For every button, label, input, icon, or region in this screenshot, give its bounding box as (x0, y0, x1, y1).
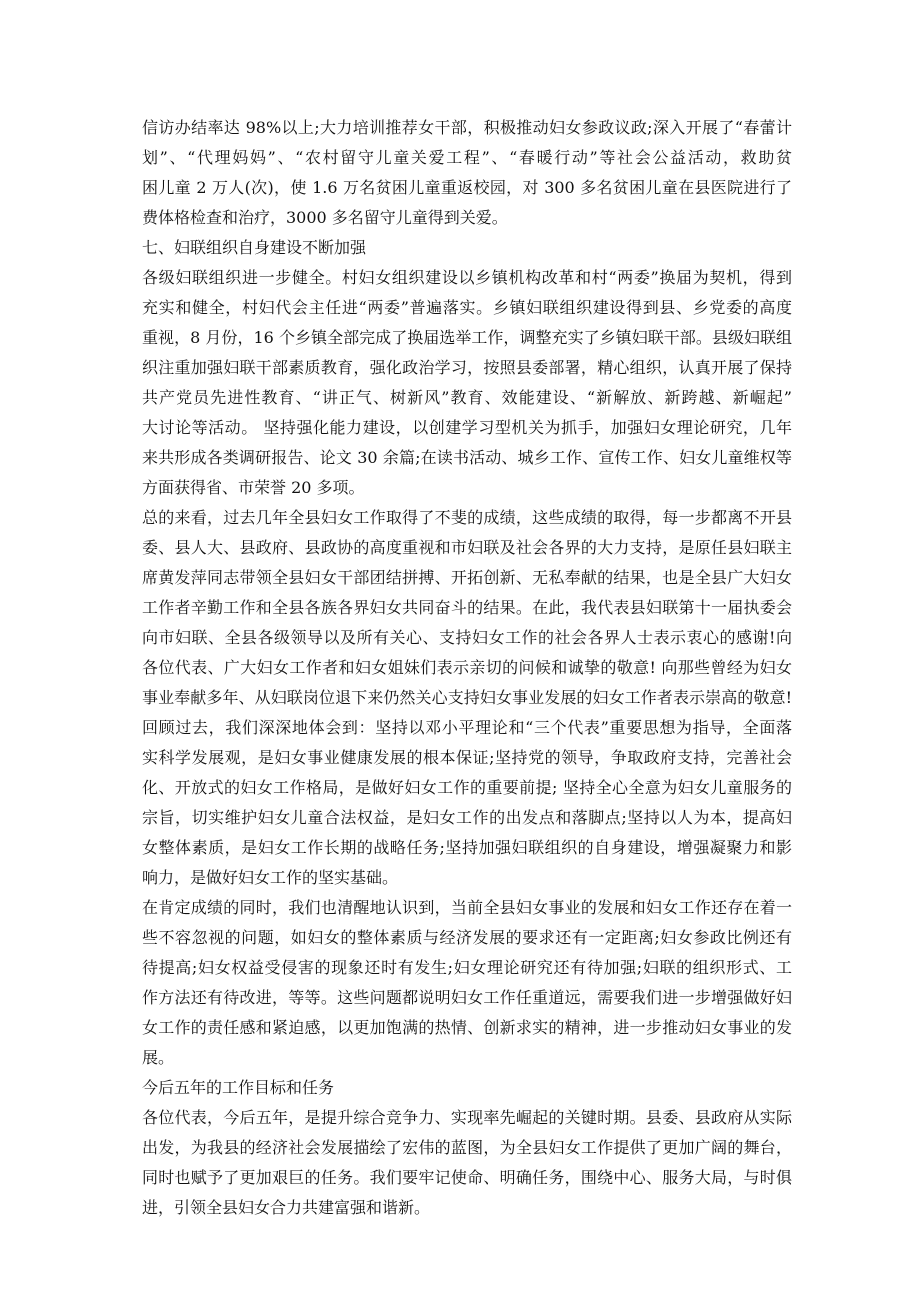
text-line: 作方法还有待改进，等等。这些问题都说明妇女工作任重道远，需要我们进一步增强做好妇 (142, 988, 792, 1007)
text-line: 席黄发萍同志带领全县妇女干部团结拼搏、开拓创新、无私奉献的结果，也是全县广大妇女 (142, 568, 792, 587)
text-line: 方面获得省、市荣誉 20 多项。 (142, 478, 365, 497)
text-line: 重视，8 月份，16 个乡镇全部完成了换届选举工作，调整充实了乡镇妇联干部。县级妇联组 (142, 328, 792, 347)
text-line: 共产党员先进性教育、“讲正气、树新风”教育、效能建设、“新解放、新跨越、新崛起” (142, 388, 792, 407)
text-line: 困儿童 2 万人(次)，使 1.6 万名贫困儿童重返校园，对 300 多名贫困儿童在县医院进行了 (142, 178, 792, 197)
text-line: 信访办结率达 98%以上;大力培训推荐女干部，积极推动妇女参政议政;深入开展了“春蕾计 (142, 118, 792, 137)
section-heading-goals (142, 1073, 792, 1103)
paragraph-5 (142, 893, 792, 1073)
paragraph-2 (142, 263, 792, 503)
text-line: 女工作的责任感和紧迫感，以更加饱满的热情、创新求实的精神，进一步推动妇女事业的发 (142, 1018, 792, 1037)
text-line: 向市妇联、全县各级领导以及所有关心、支持妇女工作的社会各界人士表示衷心的感谢!向 (142, 628, 792, 647)
text-line: 回顾过去，我们深深地体会到：坚持以邓小平理论和“三个代表”重要思想为指导，全面落 (142, 718, 792, 737)
text-line: 各位代表，今后五年，是提升综合竞争力、实现率先崛起的关键时期。县委、县政府从实际 (142, 1108, 792, 1127)
heading-text: 七、妇联组织自身建设不断加强 (142, 238, 367, 257)
text-line: 些不容忽视的问题，如妇女的整体素质与经济发展的要求还有一定距离;妇女参政比例还有 (142, 928, 792, 947)
text-line: 委、县人大、县政府、县政协的高度重视和市妇联及社会各界的大力支持，是原任县妇联主 (142, 538, 792, 557)
text-line: 出发，为我县的经济社会发展描绘了宏伟的蓝图，为全县妇女工作提供了更加广阔的舞台， (142, 1138, 792, 1157)
text-line: 宗旨，切实维护妇女儿童合法权益，是妇女工作的出发点和落脚点;坚持以人为本，提高妇 (142, 808, 792, 827)
text-line: 划”、“代理妈妈”、“农村留守儿童关爱工程”、“春暖行动”等社会公益活动，救助贫 (142, 148, 792, 167)
text-line: 事业奉献多年、从妇联岗位退下来仍然关心支持妇女事业发展的妇女工作者表示崇高的敬意! (142, 688, 792, 707)
text-line: 在肯定成绩的同时，我们也清醒地认识到，当前全县妇女事业的发展和妇女工作还存在着一 (142, 898, 792, 917)
text-line: 大讨论等活动。 坚持强化能力建设，以创建学习型机关为抓手，加强妇女理论研究，几年 (142, 418, 792, 437)
text-line: 充实和健全，村妇代会主任进“两委”普遍落实。乡镇妇联组织建设得到县、乡党委的高度 (142, 298, 792, 317)
text-line: 女整体素质，是妇女工作长期的战略任务;坚持加强妇联组织的自身建设，增强凝聚力和影 (142, 838, 792, 857)
paragraph-1 (142, 113, 792, 233)
text-line: 进，引领全县妇女合力共建富强和谐新。 (142, 1198, 431, 1217)
text-line: 各位代表、广大妇女工作者和妇女姐妹们表示亲切的问候和诚挚的敬意! 向那些曾经为妇女 (142, 658, 792, 677)
text-line: 展。 (142, 1048, 175, 1067)
text-line: 来共形成各类调研报告、论文 30 余篇;在读书活动、城乡工作、宣传工作、妇女儿童维权等 (142, 448, 792, 467)
text-line: 织注重加强妇联干部素质教育，强化政治学习，按照县委部署，精心组织，认真开展了保持 (142, 358, 792, 377)
paragraph-3 (142, 503, 792, 713)
section-heading-7 (142, 233, 792, 263)
document-page (142, 113, 792, 1223)
heading-text: 今后五年的工作目标和任务 (142, 1078, 335, 1097)
text-line: 费体格检查和治疗，3000 多名留守儿童得到关爱。 (142, 208, 508, 227)
paragraph-4 (142, 713, 792, 893)
text-line: 工作者辛勤工作和全县各族各界妇女共同奋斗的结果。在此，我代表县妇联第十一届执委会 (142, 598, 792, 617)
text-line: 化、开放式的妇女工作格局，是做好妇女工作的重要前提; 坚持全心全意为妇女儿童服务的 (142, 778, 792, 797)
text-line: 各级妇联组织进一步健全。村妇女组织建设以乡镇机构改革和村“两委”换届为契机，得到 (142, 268, 792, 287)
text-line: 实科学发展观，是妇女事业健康发展的根本保证;坚持党的领导，争取政府支持，完善社会 (142, 748, 792, 767)
paragraph-6 (142, 1103, 792, 1223)
text-line: 同时也赋予了更加艰巨的任务。我们要牢记使命、明确任务，围绕中心、服务大局，与时俱 (142, 1168, 792, 1187)
text-line: 总的来看，过去几年全县妇女工作取得了不斐的成绩，这些成绩的取得，每一步都离不开县 (142, 508, 792, 527)
text-line: 待提高;妇女权益受侵害的现象还时有发生;妇女理论研究还有待加强;妇联的组织形式、工 (142, 958, 792, 977)
text-line: 响力，是做好妇女工作的坚实基础。 (142, 868, 399, 887)
